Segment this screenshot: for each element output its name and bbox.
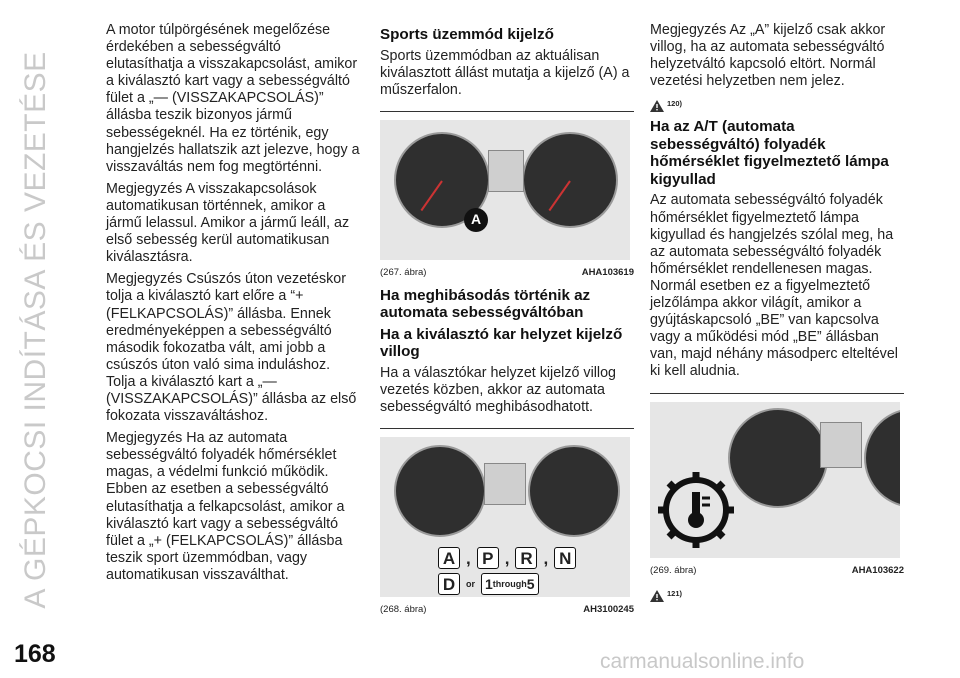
range-start: 1 (485, 575, 493, 592)
column-3 (650, 22, 904, 608)
gear-n: N (554, 547, 576, 569)
chapter-title-text: A GÉPKOCSI INDÍTÁSA ÉS VEZETÉSE (19, 51, 52, 609)
figure-caption (650, 562, 904, 579)
center-display (820, 422, 862, 468)
range-end: 5 (526, 575, 535, 592)
figure-label: (268. ábra) (380, 604, 427, 616)
figure-caption (380, 264, 634, 281)
or-text: or (466, 578, 475, 589)
gear-range-row (438, 573, 539, 595)
column-2 (380, 22, 634, 624)
paragraph: Ha a választókar helyzet kijelző villog vezetés közben, akkor az automata sebességváltó meghibásodhatott. (380, 364, 617, 416)
watermark: carmanualsonline.info (600, 650, 805, 673)
figure-caption (380, 601, 634, 618)
speedometer-gauge (864, 408, 900, 508)
instrument-cluster-image (650, 402, 900, 558)
figure-268 (380, 428, 634, 618)
figure-code: AHA103622 (851, 564, 904, 576)
warning-triangle-icon (650, 100, 664, 112)
note-reference-number: 121) (667, 588, 683, 598)
section-heading: Sports üzemmód kijelző (380, 26, 554, 43)
subsection-heading: Ha a kiválasztó kar helyzet kijelző villog (380, 325, 623, 361)
paragraph: Megjegyzés Csúszós úton vezetéskor tolja a kiválasztó kart előre a “+ (FELKAPCSOLÁS)” állásba. Ennek eredményeképpen a sebességváltó második fokozatba vált, ami jobb a csúszós úton való sima induláshoz. Tolja a kiválasztó kart a „— (VISSZAKAPCSOLÁS)” állásba az első fokozata visszaváltáshoz. (106, 271, 357, 425)
paragraph: Sports üzemmódban az aktuálisan kiválasztott állást mutatja a kijelző (A) a műszerfalon. (380, 47, 630, 98)
figure-code: AH3100245 (583, 604, 634, 616)
center-display (488, 150, 524, 192)
tachometer-gauge (728, 408, 828, 508)
figure-label: (267. ábra) (380, 266, 427, 278)
figure-267 (380, 111, 634, 281)
section-heading: Ha az A/T (automata sebességváltó) folyadék hőmérséklet figyelmeztető lámpa kigyullad (650, 118, 889, 188)
paragraph: Az automata sebességváltó folyadék hőmérséklet figyelmeztető lámpa kigyullad és hangjelzés szólal meg, ha az automata sebességváltó folyadék hőmérséklet rendellenesen magas. Normál esetben ez a figyelmeztető jelzőlámpa akkor világít, amikor a gyújtáskapcsoló „BE” van kapcsolva vagy a működési mód „BE” állásban van, majd néhány másodperc elteltével ki kell aludnia. (650, 192, 898, 380)
indicator-a-marker: A (464, 208, 488, 232)
tachometer-needle (421, 180, 443, 211)
instrument-cluster-image (380, 120, 630, 260)
gear-a: A (438, 547, 460, 569)
note-reference (650, 585, 904, 602)
gear-temperature-warning-icon (656, 470, 736, 550)
gear-positions-row: A , P , R , N (438, 547, 576, 569)
gear-r: R (515, 547, 537, 569)
figure-269 (650, 393, 904, 579)
tachometer-gauge (394, 445, 486, 537)
figure-code: AHA103619 (581, 266, 634, 278)
speedometer-needle (549, 180, 571, 211)
paragraph: Megjegyzés Ha az automata sebességváltó folyadék hőmérséklet magas, a védelmi funkció működik. Ebben az esetben a sebességváltó elutasíthatja a felkapcsolást, amikor a kiválasztó kart vagy a sebességváltó fület a „+ (FELKAPCSOLÁS)” állásba teszik sport üzemmódban, vagy automatikusan visszaválthat. (106, 430, 345, 583)
gear-range (481, 573, 539, 595)
paragraph: Megjegyzés Az „A” kijelző csak akkor villog, ha az automata sebességváltó helyzetváltó kapcsoló eltört. Normál vezetési helyzetben nem jelez. (650, 22, 886, 90)
chapter-side-title (14, 30, 58, 630)
column-1 (106, 22, 360, 589)
center-display (484, 463, 526, 505)
gear-p: P (477, 547, 499, 569)
note-reference (650, 95, 904, 112)
note-reference-number: 120) (667, 99, 683, 109)
section-heading: Ha meghibásodás történik az automata sebességváltóban (380, 286, 591, 322)
speedometer-gauge (522, 132, 618, 228)
page-number: 168 (14, 640, 56, 668)
speedometer-gauge (528, 445, 620, 537)
gear-d: D (438, 573, 460, 595)
paragraph: Megjegyzés A visszakapcsolások automatikusan történnek, amikor a jármű lelassul. Amikor a jármű leáll, az első sebesség kerül automatikusan kiválasztásra. (106, 180, 350, 266)
instrument-cluster-image (380, 437, 630, 597)
warning-triangle-icon (650, 590, 664, 602)
figure-label: (269. ábra) (650, 564, 697, 576)
range-through-word: through (492, 578, 527, 589)
paragraph: A motor túlpörgésének megelőzése érdekében a sebességváltó elutasíthatja a visszakapcsolást, amikor a kiválasztó kart vagy a sebességváltó fület a „— (VISSZAKAPCSOLÁS)” állásba teszik bizonyos jármű sebességeknél. Ha ez történik, egy hangjelzés hallatszik azt jelezve, hogy a visszaváltás nem fog megtörténni. (106, 22, 360, 175)
